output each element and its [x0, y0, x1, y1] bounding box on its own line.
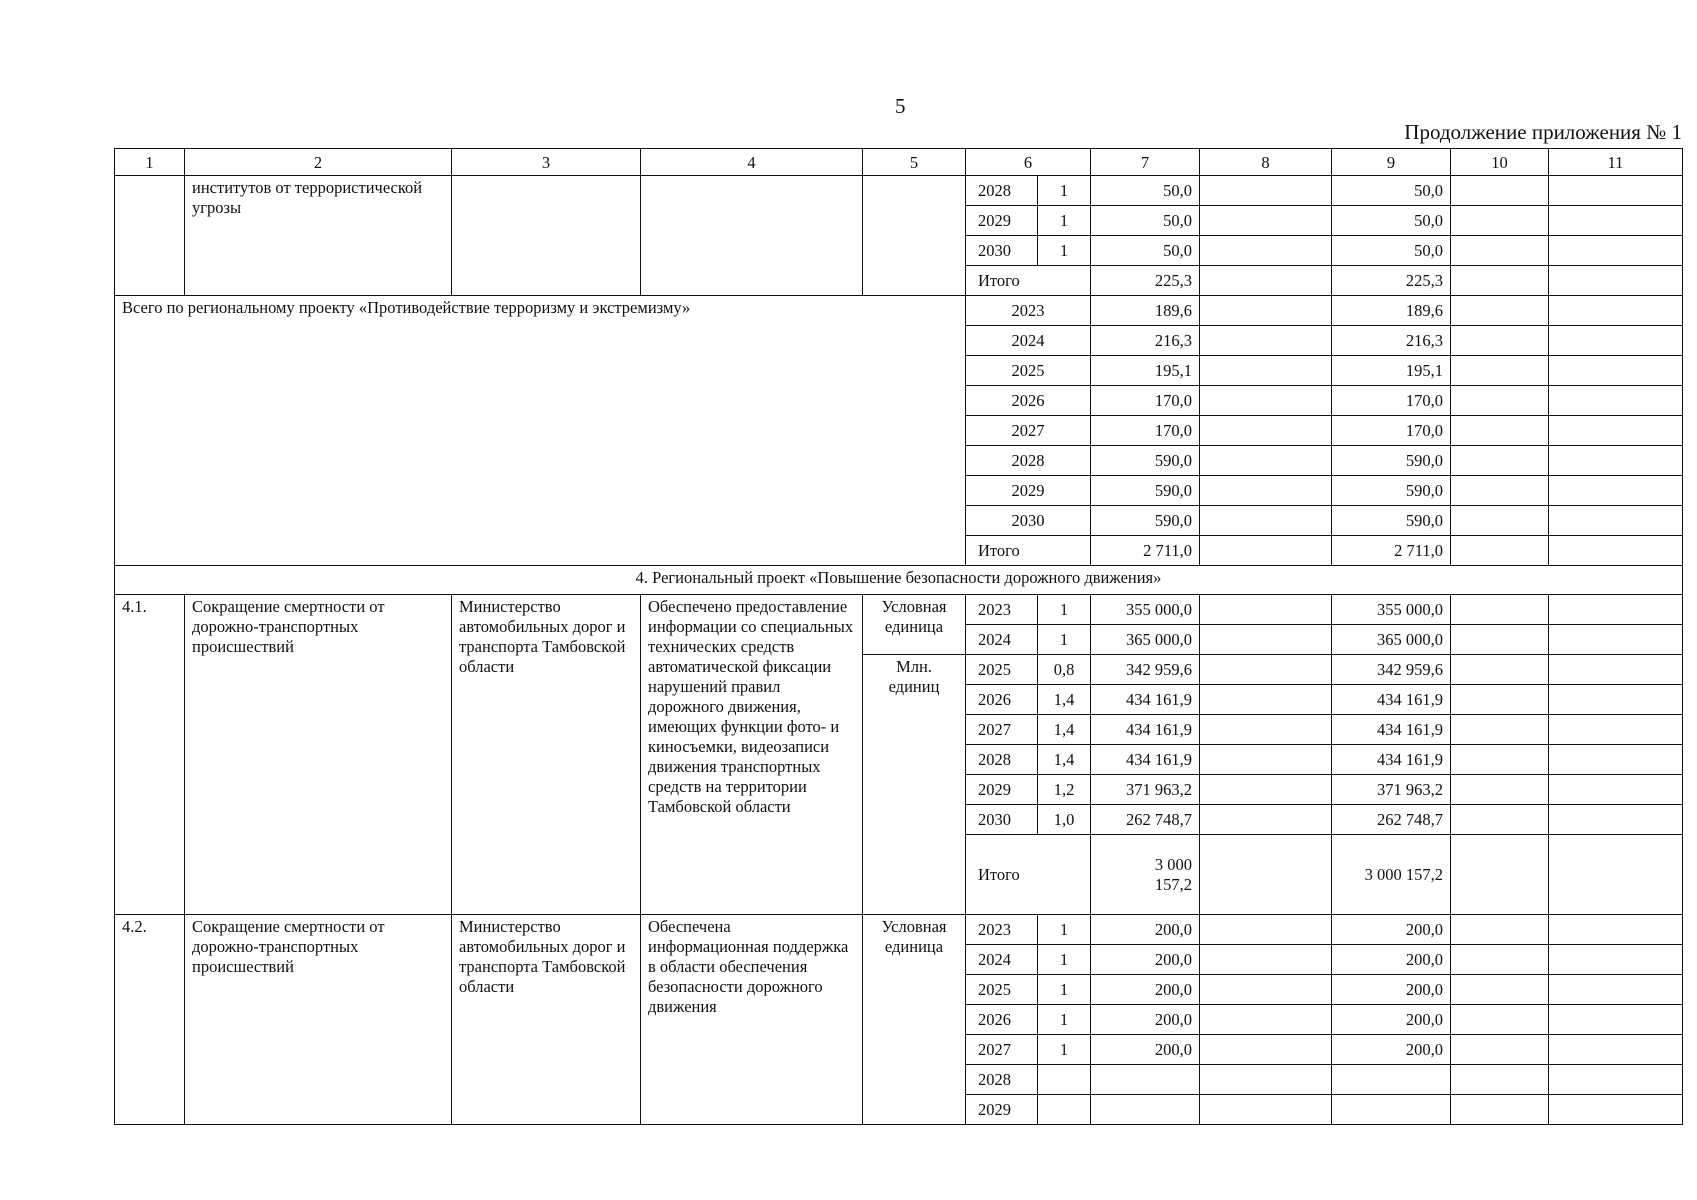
year-cell: 2029 [966, 775, 1038, 805]
year-cell: 2023 [966, 296, 1091, 326]
cell-empty [1549, 1005, 1683, 1035]
qty-cell: 1,2 [1038, 775, 1091, 805]
cell-empty [1549, 595, 1683, 625]
table-row [115, 296, 1683, 326]
cell-empty [1549, 625, 1683, 655]
cell-empty [1549, 536, 1683, 566]
value-cell: 342 959,6 [1091, 655, 1200, 685]
value-cell: 50,0 [1332, 236, 1451, 266]
cell-empty [1549, 446, 1683, 476]
cell-empty [1200, 356, 1332, 386]
responsible-org: Министерство автомобильных дорог и транспорта Тамбовской области [452, 915, 641, 1125]
cell-empty [1451, 975, 1549, 1005]
measure-name: Сокращение смертности от дорожно-транспортных происшествий [185, 595, 452, 915]
value-cell: 50,0 [1091, 236, 1200, 266]
qty-cell: 1 [1038, 945, 1091, 975]
cell-empty [1549, 296, 1683, 326]
value-cell: 170,0 [1332, 386, 1451, 416]
cell-empty [1200, 595, 1332, 625]
cell-empty [1451, 625, 1549, 655]
value-cell: 434 161,9 [1091, 745, 1200, 775]
value-cell [1091, 1095, 1200, 1125]
header-cell: 8 [1200, 149, 1332, 176]
item-number: 4.2. [115, 915, 185, 1125]
total-value: 2 711,0 [1091, 536, 1200, 566]
cell-empty [1451, 655, 1549, 685]
cell-empty [1200, 625, 1332, 655]
cell-empty [1549, 386, 1683, 416]
cell-empty [1200, 715, 1332, 745]
value-cell: 262 748,7 [1332, 805, 1451, 835]
cell-empty [1451, 1005, 1549, 1035]
cell-empty [1200, 745, 1332, 775]
qty-cell: 1 [1038, 236, 1091, 266]
year-cell: 2026 [966, 1005, 1038, 1035]
value-cell: 195,1 [1332, 356, 1451, 386]
value-cell: 434 161,9 [1091, 715, 1200, 745]
cell-empty [1200, 326, 1332, 356]
header-cell: 3 [452, 149, 641, 176]
value-cell: 170,0 [1091, 416, 1200, 446]
qty-cell: 1,4 [1038, 745, 1091, 775]
value-cell: 189,6 [1332, 296, 1451, 326]
unit-cell: Условная единица [863, 595, 966, 655]
result-description: Обеспечено предоставление информации со специальных технических средств автоматической фиксации нарушений правил дорожного движения, имеющих функции фото- и киносъемки, видеозаписи движения транспортных средств на территории Тамбовской области [641, 595, 863, 915]
cell-empty [1200, 236, 1332, 266]
cell-empty [1451, 506, 1549, 536]
qty-cell: 1 [1038, 1035, 1091, 1065]
value-cell: 200,0 [1091, 915, 1200, 945]
cell-empty [1200, 835, 1332, 915]
cell-empty [1451, 356, 1549, 386]
qty-cell [1038, 1065, 1091, 1095]
value-cell: 590,0 [1091, 476, 1200, 506]
cell-empty [1549, 506, 1683, 536]
year-cell: 2024 [966, 945, 1038, 975]
cell-empty [1200, 416, 1332, 446]
cell-empty [1200, 536, 1332, 566]
value-cell: 189,6 [1091, 296, 1200, 326]
cell-empty [1451, 595, 1549, 625]
total-label: Итого [966, 266, 1091, 296]
year-cell: 2025 [966, 655, 1038, 685]
cell-empty [1451, 176, 1549, 206]
total-value: 225,3 [1332, 266, 1451, 296]
value-cell: 434 161,9 [1091, 685, 1200, 715]
measure-name: Сокращение смертности от дорожно-транспортных происшествий [185, 915, 452, 1125]
value-cell [1332, 1095, 1451, 1125]
cell-empty [1200, 945, 1332, 975]
total-value [1091, 835, 1200, 915]
year-cell: 2024 [966, 326, 1091, 356]
header-cell: 6 [966, 149, 1091, 176]
header-cell: 1 [115, 149, 185, 176]
year-cell: 2030 [966, 805, 1038, 835]
cell-empty [1549, 805, 1683, 835]
header-cell: 10 [1451, 149, 1549, 176]
year-cell: 2025 [966, 356, 1091, 386]
cell-empty [1549, 326, 1683, 356]
qty-cell: 1 [1038, 625, 1091, 655]
cell-empty [1549, 745, 1683, 775]
total-label: Итого [966, 536, 1091, 566]
qty-cell: 0,8 [1038, 655, 1091, 685]
total-value: 225,3 [1091, 266, 1200, 296]
cell-empty [1451, 236, 1549, 266]
value-cell [1091, 1065, 1200, 1095]
year-cell: 2027 [966, 1035, 1038, 1065]
cell-empty [1451, 206, 1549, 236]
cell-empty [1451, 835, 1549, 915]
result-description: Обеспечена информационная поддержка в области обеспечения безопасности дорожного движения [641, 915, 863, 1125]
cell-empty [641, 176, 863, 296]
value-cell: 355 000,0 [1332, 595, 1451, 625]
cell-empty [1200, 775, 1332, 805]
value-cell: 365 000,0 [1332, 625, 1451, 655]
qty-cell [1038, 1095, 1091, 1125]
value-cell: 434 161,9 [1332, 715, 1451, 745]
year-cell: 2023 [966, 595, 1038, 625]
year-cell: 2029 [966, 476, 1091, 506]
cell-empty [1451, 1095, 1549, 1125]
cell-empty [1549, 915, 1683, 945]
cell-empty [1549, 655, 1683, 685]
cell-empty [1451, 536, 1549, 566]
cell-empty [1200, 446, 1332, 476]
cell-empty [1200, 506, 1332, 536]
value-cell: 342 959,6 [1332, 655, 1451, 685]
cell-empty [1549, 416, 1683, 446]
cell-empty [1451, 386, 1549, 416]
value-cell: 371 963,2 [1091, 775, 1200, 805]
item-number: 4.1. [115, 595, 185, 915]
cell-empty [1200, 655, 1332, 685]
cell-empty [1451, 915, 1549, 945]
qty-cell: 1 [1038, 975, 1091, 1005]
value-cell: 200,0 [1332, 975, 1451, 1005]
unit-cell: Условная единица [863, 915, 966, 1125]
year-cell: 2029 [966, 206, 1038, 236]
value-cell: 365 000,0 [1091, 625, 1200, 655]
cell-empty [1549, 1065, 1683, 1095]
year-cell: 2025 [966, 975, 1038, 1005]
year-cell: 2026 [966, 386, 1091, 416]
year-cell: 2027 [966, 416, 1091, 446]
cell-empty [1549, 356, 1683, 386]
year-cell: 2028 [966, 745, 1038, 775]
cell-empty [1451, 446, 1549, 476]
cell-empty [1451, 476, 1549, 506]
section-title: 4. Региональный проект «Повышение безопасности дорожного движения» [115, 566, 1683, 595]
value-cell: 434 161,9 [1332, 685, 1451, 715]
cell-empty [1549, 266, 1683, 296]
value-cell: 170,0 [1091, 386, 1200, 416]
cell-empty [452, 176, 641, 296]
header-cell: 5 [863, 149, 966, 176]
measure-name: институтов от террористической угрозы [185, 176, 452, 296]
year-cell: 2028 [966, 176, 1038, 206]
cell-empty [1200, 386, 1332, 416]
year-cell: 2027 [966, 715, 1038, 745]
value-cell: 216,3 [1091, 326, 1200, 356]
value-cell: 200,0 [1091, 975, 1200, 1005]
cell-empty [1549, 1035, 1683, 1065]
cell-empty [1451, 945, 1549, 975]
cell-empty [1451, 715, 1549, 745]
qty-cell: 1 [1038, 595, 1091, 625]
cell-empty [1451, 326, 1549, 356]
cell-empty [1451, 266, 1549, 296]
cell-empty [1200, 1005, 1332, 1035]
value-cell: 50,0 [1332, 206, 1451, 236]
budget-table [114, 148, 1683, 1125]
total-value: 2 711,0 [1332, 536, 1451, 566]
value-cell [1332, 1065, 1451, 1095]
cell-empty [1549, 975, 1683, 1005]
cell-empty [1451, 685, 1549, 715]
value-cell: 590,0 [1332, 476, 1451, 506]
header-cell: 9 [1332, 149, 1451, 176]
qty-cell: 1 [1038, 206, 1091, 236]
unit-cell: Млн. единиц [863, 655, 966, 915]
cell-empty [1451, 296, 1549, 326]
cell-empty [1451, 1065, 1549, 1095]
value-cell: 590,0 [1091, 446, 1200, 476]
value-cell: 50,0 [1332, 176, 1451, 206]
cell-empty [1200, 1095, 1332, 1125]
page-number: 5 [895, 94, 906, 118]
cell-empty [1451, 805, 1549, 835]
value-cell: 200,0 [1332, 1005, 1451, 1035]
cell-empty [1451, 416, 1549, 446]
cell-empty [1200, 206, 1332, 236]
project-total-label: Всего по региональному проекту «Противодействие терроризму и экстремизму» [115, 296, 966, 566]
cell-empty [1200, 266, 1332, 296]
value-cell: 216,3 [1332, 326, 1451, 356]
cell-empty [1200, 476, 1332, 506]
cell-empty [1549, 685, 1683, 715]
cell-empty [1200, 1065, 1332, 1095]
cell-empty [1451, 1035, 1549, 1065]
table-row [115, 595, 1683, 625]
header-row [115, 149, 1683, 176]
cell-empty [1549, 715, 1683, 745]
value-cell: 590,0 [1332, 446, 1451, 476]
section-row [115, 566, 1683, 595]
year-cell: 2026 [966, 685, 1038, 715]
responsible-org: Министерство автомобильных дорог и транспорта Тамбовской области [452, 595, 641, 915]
year-cell: 2024 [966, 625, 1038, 655]
total-value: 3 000 157,2 [1332, 835, 1451, 915]
cell-empty [1200, 685, 1332, 715]
qty-cell: 1 [1038, 1005, 1091, 1035]
value-cell: 590,0 [1091, 506, 1200, 536]
table-row [115, 915, 1683, 945]
value-cell: 50,0 [1091, 176, 1200, 206]
value-cell: 200,0 [1091, 1005, 1200, 1035]
total-value-line2: 157,2 [1154, 875, 1192, 894]
value-cell: 200,0 [1091, 1035, 1200, 1065]
cell-empty [1200, 805, 1332, 835]
year-cell: 2029 [966, 1095, 1038, 1125]
value-cell: 200,0 [1332, 945, 1451, 975]
value-cell: 371 963,2 [1332, 775, 1451, 805]
value-cell: 200,0 [1332, 915, 1451, 945]
cell-empty [1549, 835, 1683, 915]
value-cell: 200,0 [1332, 1035, 1451, 1065]
cell-empty [1549, 1095, 1683, 1125]
cell-empty [863, 176, 966, 296]
cell-empty [1549, 176, 1683, 206]
qty-cell: 1 [1038, 176, 1091, 206]
cell-empty [1200, 975, 1332, 1005]
cell-empty [115, 176, 185, 296]
cell-empty [1200, 1035, 1332, 1065]
cell-empty [1200, 176, 1332, 206]
qty-cell: 1 [1038, 915, 1091, 945]
value-cell: 200,0 [1091, 945, 1200, 975]
header-cell: 2 [185, 149, 452, 176]
cell-empty [1451, 775, 1549, 805]
total-label: Итого [966, 835, 1091, 915]
value-cell: 355 000,0 [1091, 595, 1200, 625]
cell-empty [1549, 775, 1683, 805]
cell-empty [1200, 296, 1332, 326]
value-cell: 50,0 [1091, 206, 1200, 236]
header-cell: 7 [1091, 149, 1200, 176]
year-cell: 2028 [966, 1065, 1038, 1095]
cell-empty [1451, 745, 1549, 775]
value-cell: 170,0 [1332, 416, 1451, 446]
value-cell: 434 161,9 [1332, 745, 1451, 775]
cell-empty [1549, 206, 1683, 236]
year-cell: 2028 [966, 446, 1091, 476]
value-cell: 262 748,7 [1091, 805, 1200, 835]
year-cell: 2023 [966, 915, 1038, 945]
year-cell: 2030 [966, 236, 1038, 266]
total-value-line1: 3 000 [1154, 855, 1192, 874]
value-cell: 590,0 [1332, 506, 1451, 536]
qty-cell: 1,0 [1038, 805, 1091, 835]
cell-empty [1549, 945, 1683, 975]
table-row [115, 176, 1683, 206]
qty-cell: 1,4 [1038, 715, 1091, 745]
cell-empty [1549, 236, 1683, 266]
cell-empty [1549, 476, 1683, 506]
cell-empty [1200, 915, 1332, 945]
appendix-note: Продолжение приложения № 1 [1404, 120, 1682, 144]
value-cell: 195,1 [1091, 356, 1200, 386]
header-cell: 11 [1549, 149, 1683, 176]
qty-cell: 1,4 [1038, 685, 1091, 715]
header-cell: 4 [641, 149, 863, 176]
year-cell: 2030 [966, 506, 1091, 536]
